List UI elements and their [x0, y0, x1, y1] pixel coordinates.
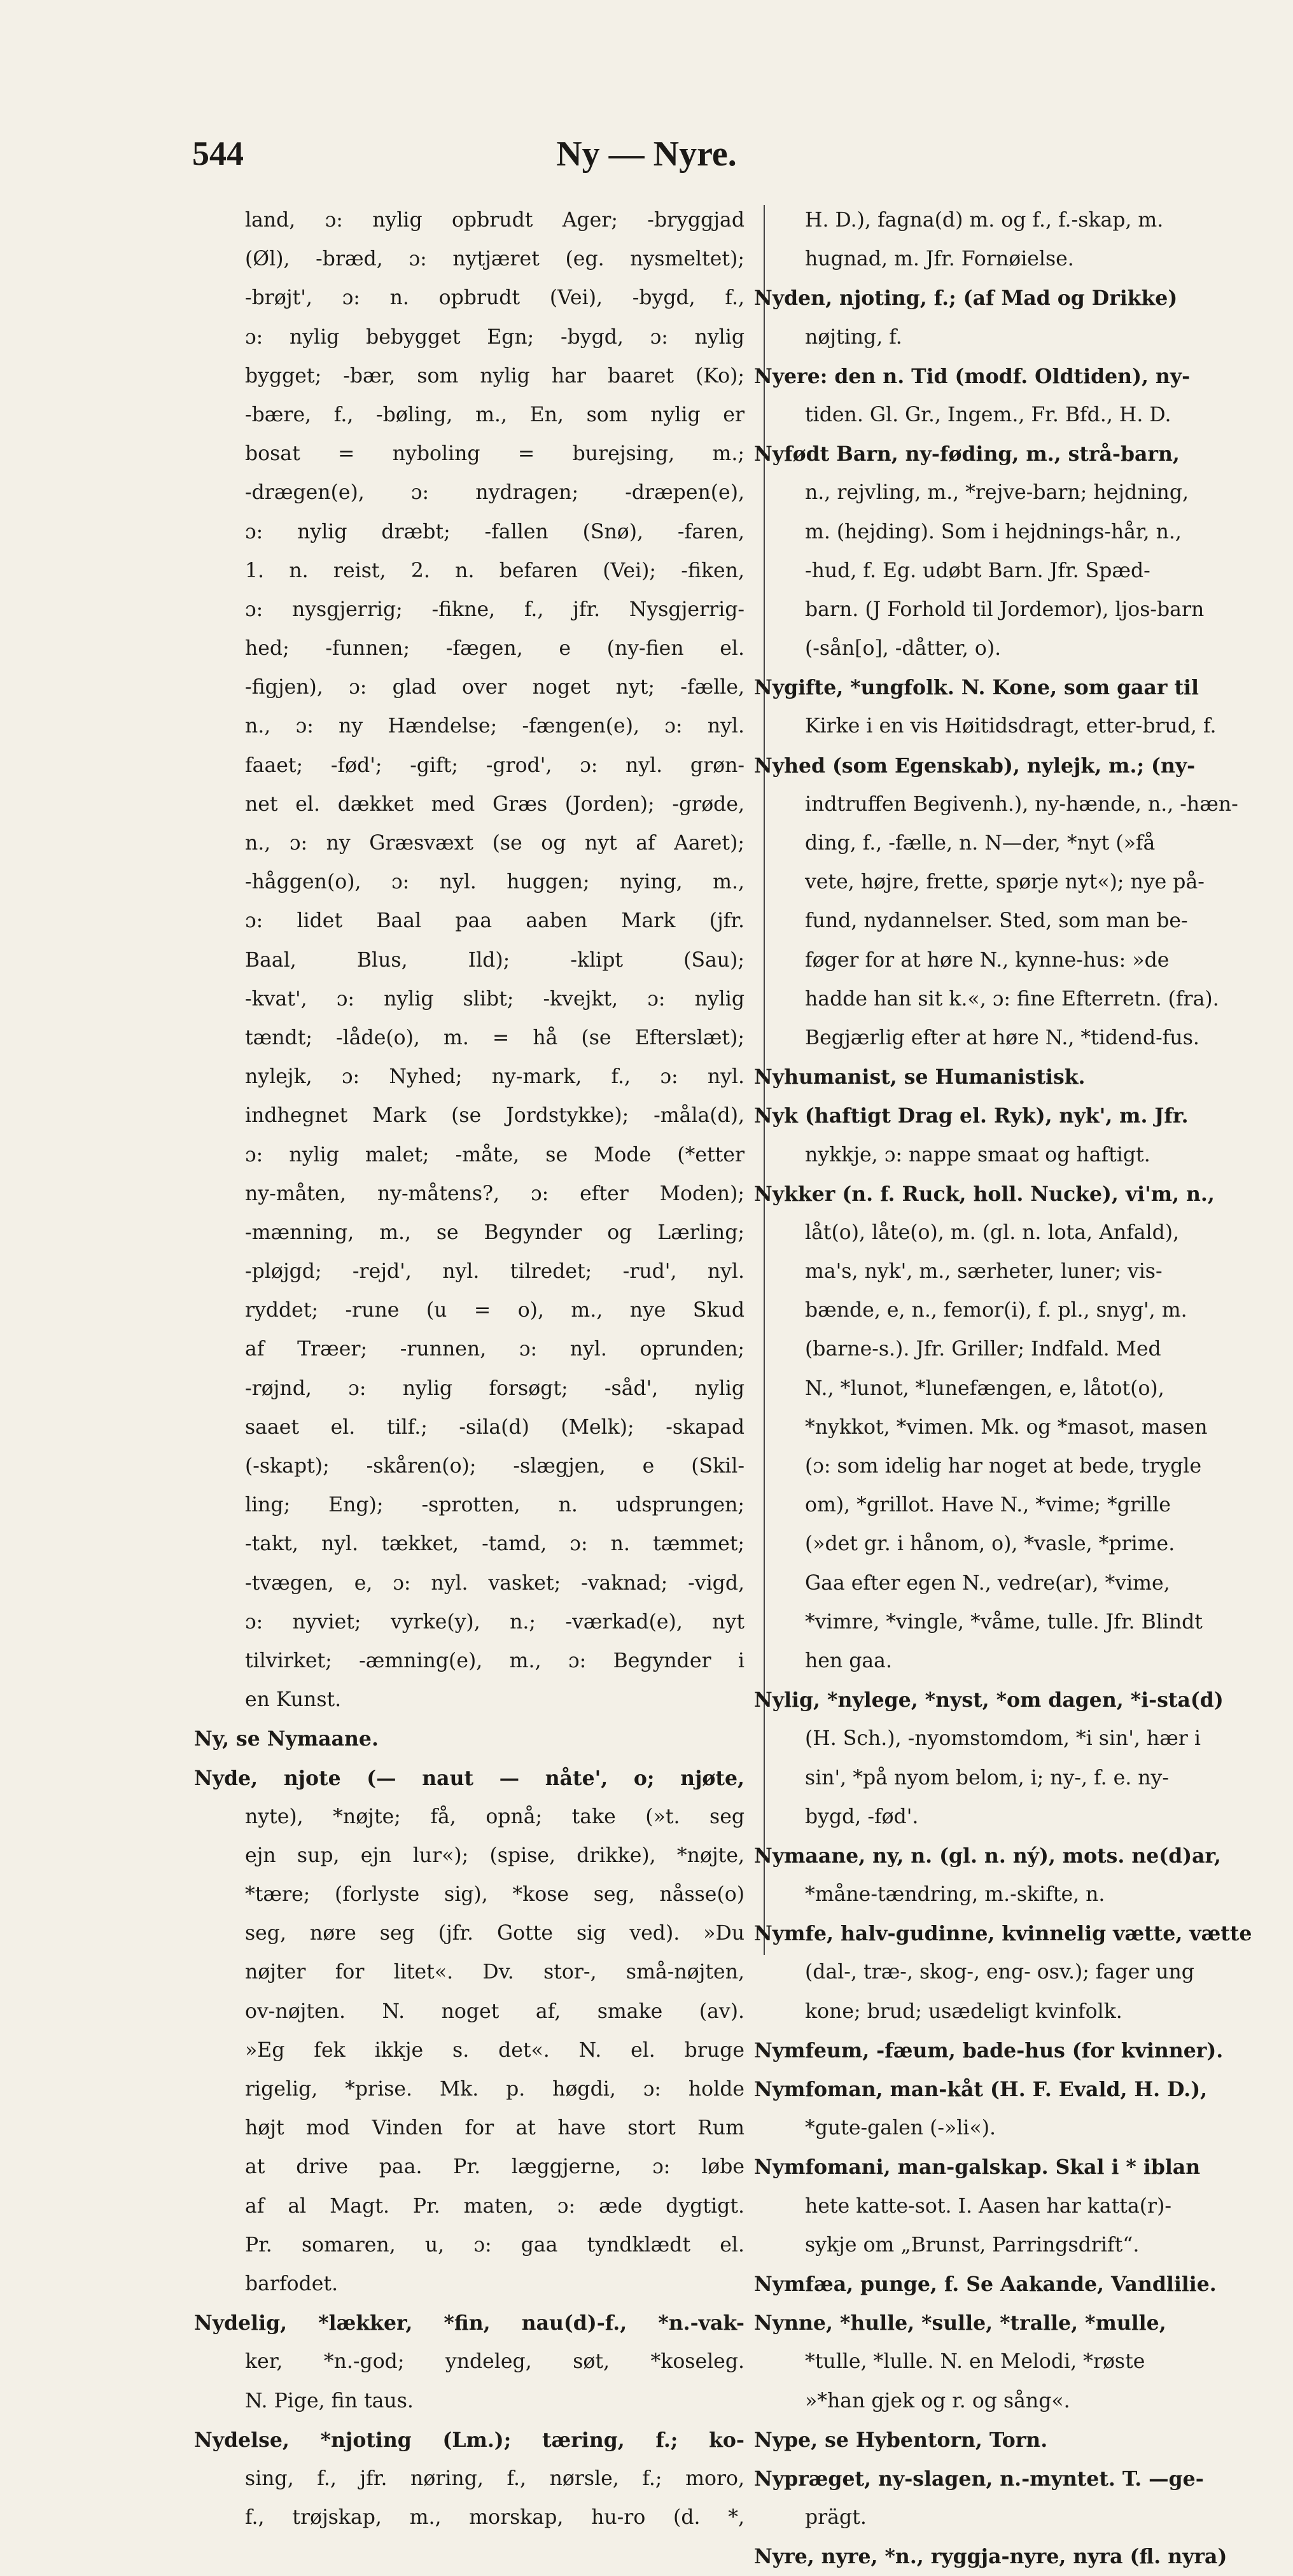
- right-column-line: Begjærlig efter at høre N., *tidend-fus.: [805, 1026, 1199, 1049]
- right-column-line: hen gaa.: [805, 1649, 892, 1672]
- right-column-line: om), *grillot. Have N., *vime; *grille: [805, 1494, 1171, 1517]
- left-column-line: bygget; -bær, som nylig har baaret (Ko);: [245, 364, 744, 388]
- left-column-line: f., trøjskap, m., morskap, hu-ro (d. *,: [245, 2506, 744, 2530]
- right-column-line: sykje om „Brunst, Parringsdrift“.: [805, 2233, 1140, 2257]
- right-column-line: Gaa efter egen N., vedre(ar), *vime,: [805, 1571, 1170, 1595]
- left-column-line: ov-nøjten. N. noget af, smake (av).: [245, 1999, 744, 2023]
- right-column-line: (»det gr. i hånom, o), *vasle, *prime.: [805, 1532, 1175, 1556]
- right-column-line: prägt.: [805, 2506, 867, 2530]
- left-column-line: -røjnd, ɔ: nylig forsøgt; -såd', nylig: [245, 1376, 744, 1400]
- right-column-line: n., rejvling, m., *rejve-barn; hejdning,: [805, 481, 1189, 505]
- right-column-line: Nymfæa, punge, f. Se Aakande, Vandlilie.: [754, 2272, 1217, 2296]
- left-column-line: nøjter for litet«. Dv. stor-, små-nøjten,: [245, 1961, 744, 1984]
- right-column-line: hugnad, m. Jfr. Fornøielse.: [805, 248, 1074, 271]
- left-column-line: ɔ: lidet Baal paa aaben Mark (jfr.: [245, 909, 744, 933]
- right-column-line: sin', *på nyom belom, i; ny-, f. e. ny-: [805, 1766, 1169, 1789]
- left-column-line: ɔ: nyviet; vyrke(y), n.; -værkad(e), nyt: [245, 1610, 744, 1634]
- left-column-line: ɔ: nysgjerrig; -fikne, f., jfr. Nysgjerrig-: [245, 598, 744, 621]
- right-column-line: nøjting, f.: [805, 325, 902, 349]
- right-column-line: Nyhumanist, se Humanistisk.: [754, 1065, 1086, 1089]
- left-column-line: -håggen(o), ɔ: nyl. huggen; nying, m.,: [245, 871, 744, 894]
- right-column-line: Nymfomani, man-galskap. Skal i * iblan: [754, 2155, 1201, 2180]
- right-column-line: kone; brud; usædeligt kvinfolk.: [805, 1999, 1122, 2023]
- left-column-line: ejn sup, ejn lur«); (spise, drikke), *nøjte,: [245, 1844, 744, 1867]
- right-column-line: føger for at høre N., kynne-hus: »de: [805, 948, 1170, 972]
- right-column-line: *tulle, *lulle. N. en Melodi, *røste: [805, 2350, 1145, 2374]
- right-column-line: Nykker (n. f. Ruck, holl. Nucke), vi'm, n.,: [754, 1182, 1215, 1206]
- left-column-line: Baal, Blus, Ild); -klipt (Sau);: [245, 948, 744, 972]
- left-column-line: barfodet.: [245, 2272, 339, 2295]
- right-column-line: hadde han sit k.«, ɔ: fine Efterretn. (fra).: [805, 987, 1219, 1011]
- left-column-line: -pløjgd; -rejd', nyl. tilredet; -rud', nyl.: [245, 1260, 744, 1284]
- left-column-line: -bære, f., -bøling, m., En, som nylig er: [245, 403, 744, 426]
- right-column-line: Nymfe, halv-gudinne, kvinnelig vætte, vætte: [754, 1922, 1252, 1946]
- left-column-line: tændt; -låde(o), m. = hå (se Efterslæt);: [245, 1026, 744, 1049]
- left-column-line: n., ɔ: ny Græsvæxt (se og nyt af Aaret);: [245, 832, 744, 855]
- right-column-line: Nyk (haftigt Drag el. Ryk), nyk', m. Jfr.: [754, 1104, 1189, 1128]
- left-column-line: Nydelig, *lækker, *fin, nau(d)-f., *n.-vak-: [194, 2311, 744, 2335]
- right-column-line: (ɔ: som idelig har noget at bede, trygle: [805, 1455, 1202, 1478]
- left-column-line: Pr. somaren, u, ɔ: gaa tyndklædt el.: [245, 2233, 744, 2257]
- left-column-line: af Træer; -runnen, ɔ: nyl. oprunden;: [245, 1338, 744, 1361]
- left-column-line: nylejk, ɔ: Nyhed; ny-mark, f., ɔ: nyl.: [245, 1065, 744, 1089]
- right-column-line: Nylig, *nylege, *nyst, *om dagen, *i-sta(d): [754, 1688, 1224, 1712]
- left-column-line: af al Magt. Pr. maten, ɔ: æde dygtigt.: [245, 2194, 744, 2218]
- right-column-line: nykkje, ɔ: nappe smaat og haftigt.: [805, 1143, 1150, 1166]
- left-column-line: ɔ: nylig malet; -måte, se Mode (*etter: [245, 1143, 744, 1166]
- right-column-line: Nyden, njoting, f.; (af Mad og Drikke): [754, 286, 1178, 311]
- right-column-line: barn. (J Forhold til Jordemor), ljos-barn: [805, 598, 1205, 621]
- right-column-line: *måne-tændring, m.-skifte, n.: [805, 1883, 1105, 1907]
- left-column-line: højt mod Vinden for at have stort Rum: [245, 2117, 744, 2140]
- left-column-line: bosat = nyboling = burejsing, m.;: [245, 442, 744, 466]
- left-column-line: Ny, se Nymaane.: [194, 1727, 379, 1751]
- left-column-line: ryddet; -rune (u = o), m., nye Skud: [245, 1299, 744, 1322]
- left-column-line: hed; -funnen; -fægen, e (ny-fien el.: [245, 637, 744, 661]
- page-header: [0, 134, 1293, 185]
- left-column-line: »Eg fek ikkje s. det«. N. el. bruge: [245, 2038, 744, 2062]
- left-column-line: net el. dækket med Græs (Jorden); -grøde,: [245, 792, 744, 816]
- right-column-line: (dal-, træ-, skog-, eng- osv.); fager ung: [805, 1961, 1194, 1984]
- left-column-line: ɔ: nylig dræbt; -fallen (Snø), -faren,: [245, 520, 744, 543]
- right-column-line: Nype, se Hybentorn, Torn.: [754, 2428, 1048, 2452]
- left-column-line: Nyde, njote (— naut — nåte', o; njøte,: [194, 1766, 744, 1790]
- left-column: [194, 201, 744, 2537]
- left-column-line: ling; Eng); -sprotten, n. udsprungen;: [245, 1494, 744, 1517]
- right-column-line: (barne-s.). Jfr. Griller; Indfald. Med: [805, 1338, 1161, 1361]
- left-column-line: seg, nøre seg (jfr. Gotte sig ved). »Du: [245, 1922, 744, 1945]
- left-column-line: nyte), *nøjte; få, opnå; take (»t. seg: [245, 1805, 744, 1828]
- right-column-line: ma's, nyk', m., særheter, luner; vis-: [805, 1260, 1163, 1284]
- right-column-line: Nyre, nyre, *n., ryggja-nyre, nyra (fl. nyra): [754, 2545, 1227, 2569]
- right-column-line: N., *lunot, *lunefængen, e, låtot(o),: [805, 1376, 1164, 1400]
- right-column-line: Kirke i en vis Høitidsdragt, etter-brud, f.: [805, 715, 1217, 738]
- left-column-line: N. Pige, fin taus.: [245, 2389, 414, 2412]
- left-column-line: -tvægen, e, ɔ: nyl. vasket; -vaknad; -vigd,: [245, 1571, 744, 1595]
- left-column-line: ny-måten, ny-måtens?, ɔ: efter Moden);: [245, 1182, 744, 1205]
- left-column-line: ker, *n.-god; yndeleg, søt, *koseleg.: [245, 2350, 744, 2374]
- left-column-line: land, ɔ: nylig opbrudt Ager; -bryggjad: [245, 209, 744, 232]
- running-head: Ny — Nyre.: [556, 134, 737, 174]
- right-column-line: Nymfeum, -fæum, bade-hus (for kvinner).: [754, 2038, 1224, 2062]
- left-column-line: saaet el. tilf.; -sila(d) (Melk); -skapad: [245, 1415, 744, 1439]
- right-column-line: vete, højre, frette, spørje nyt«); nye på-: [805, 871, 1205, 894]
- right-column-line: (-sån[o], -dåtter, o).: [805, 637, 1002, 661]
- left-column-line: rigelig, *prise. Mk. p. høgdi, ɔ: holde: [245, 2078, 744, 2101]
- left-column-line: tilvirket; -æmning(e), m., ɔ: Begynder i: [245, 1649, 744, 1672]
- right-column-line: H. D.), fagna(d) m. og f., f.-skap, m.: [805, 209, 1164, 232]
- right-column-line: m. (hejding). Som i hejdnings-hår, n.,: [805, 520, 1182, 543]
- left-column-line: -kvat', ɔ: nylig slibt; -kvejkt, ɔ: nylig: [245, 987, 744, 1011]
- left-column-line: n., ɔ: ny Hændelse; -fængen(e), ɔ: nyl.: [245, 715, 744, 738]
- right-column-line: Nyfødt Barn, ny-føding, m., strå-barn,: [754, 442, 1180, 466]
- right-column-line: hete katte-sot. I. Aasen har katta(r)-: [805, 2194, 1172, 2218]
- left-column-line: (Øl), -bræd, ɔ: nytjæret (eg. nysmeltet);: [245, 248, 744, 271]
- left-column-line: sing, f., jfr. nøring, f., nørsle, f.; moro,: [245, 2467, 744, 2490]
- right-column-line: »*han gjek og r. og sång«.: [805, 2389, 1070, 2412]
- right-column-line: Nyere: den n. Tid (modf. Oldtiden), ny-: [754, 364, 1191, 388]
- right-column-line: *nykkot, *vimen. Mk. og *masot, masen: [805, 1415, 1208, 1439]
- right-column-line: tiden. Gl. Gr., Ingem., Fr. Bfd., H. D.: [805, 403, 1171, 426]
- right-column-line: (H. Sch.), -nyomstomdom, *i sin', hær i: [805, 1727, 1201, 1751]
- right-column-line: indtruffen Begivenh.), ny-hænde, n., -hæn-: [805, 792, 1238, 816]
- left-column-line: 1. n. reist, 2. n. befaren (Vei); -fiken,: [245, 559, 744, 582]
- left-column-line: -brøjt', ɔ: n. opbrudt (Vei), -bygd, f.,: [245, 286, 744, 310]
- left-column-line: Nydelse, *njoting (Lm.); tæring, f.; ko-: [194, 2428, 744, 2452]
- right-column-line: Nymfoman, man-kåt (H. F. Evald, H. D.),: [754, 2078, 1208, 2101]
- right-column-line: *gute-galen (-»li«).: [805, 2117, 996, 2140]
- right-column-line: -hud, f. Eg. udøbt Barn. Jfr. Spæd-: [805, 559, 1150, 582]
- right-column-line: Nynne, *hulle, *sulle, *tralle, *mulle,: [754, 2311, 1166, 2335]
- left-column-line: at drive paa. Pr. læggjerne, ɔ: løbe: [245, 2155, 744, 2179]
- right-column-line: ding, f., -fælle, n. N—der, *nyt (»få: [805, 832, 1156, 855]
- left-column-line: -mænning, m., se Begynder og Lærling;: [245, 1221, 744, 1244]
- right-column-line: fund, nydannelser. Sted, som man be-: [805, 909, 1188, 933]
- left-column-line: ɔ: nylig bebygget Egn; -bygd, ɔ: nylig: [245, 325, 744, 349]
- left-column-line: -takt, nyl. tækket, -tamd, ɔ: n. tæmmet;: [245, 1532, 744, 1556]
- page-number: 544: [192, 134, 244, 172]
- right-column-line: Nygifte, *ungfolk. N. Kone, som gaar til: [754, 676, 1199, 700]
- left-column-line: en Kunst.: [245, 1688, 342, 1712]
- right-column-line: bænde, e, n., femor(i), f. pl., snyg', m.: [805, 1299, 1187, 1322]
- left-column-line: faaet; -fød'; -gift; -grod', ɔ: nyl. grøn-: [245, 753, 744, 777]
- right-column-line: *vimre, *vingle, *våme, tulle. Jfr. Blindt: [805, 1610, 1203, 1634]
- left-column-line: indhegnet Mark (se Jordstykke); -måla(d),: [245, 1104, 744, 1128]
- left-column-line: *tære; (forlyste sig), *kose seg, nåsse(o): [245, 1883, 744, 1907]
- left-column-line: -figjen), ɔ: glad over noget nyt; -fælle,: [245, 676, 744, 699]
- right-column-line: Nypræget, ny-slagen, n.-myntet. T. —ge-: [754, 2467, 1204, 2491]
- right-column-line: bygd, -fød'.: [805, 1805, 919, 1828]
- right-column-line: låt(o), låte(o), m. (gl. n. lota, Anfald),: [805, 1221, 1180, 1244]
- right-column-line: Nymaane, ny, n. (gl. n. ný), mots. ne(d)ar,: [754, 1844, 1221, 1868]
- left-column-line: -drægen(e), ɔ: nydragen; -dræpen(e),: [245, 481, 744, 505]
- right-column: [754, 201, 1293, 2576]
- right-column-line: Nyhed (som Egenskab), nylejk, m.; (ny-: [754, 753, 1196, 778]
- left-column-line: (-skapt); -skåren(o); -slægjen, e (Skil-: [245, 1455, 744, 1478]
